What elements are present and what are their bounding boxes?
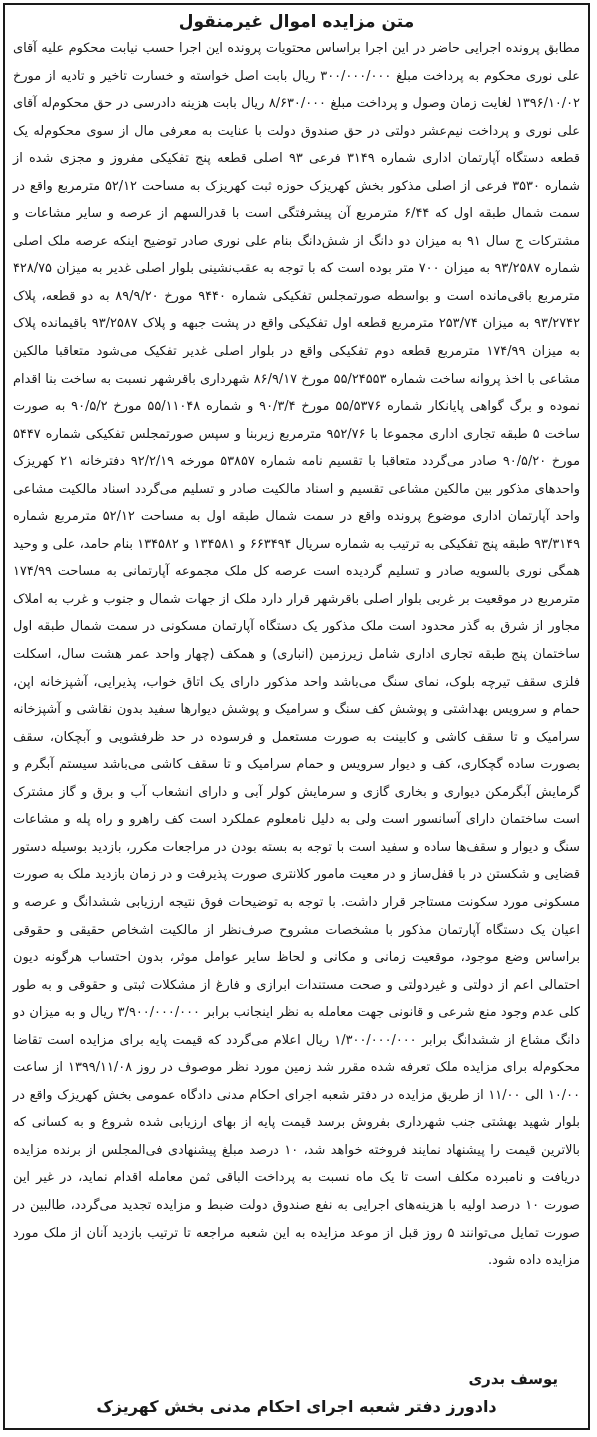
notice-title: متن مزایده اموال غیرمنقول: [178, 12, 415, 32]
signer-name: یوسف بدری: [468, 1370, 558, 1388]
auction-notice: [3, 3, 590, 1430]
signer-title: دادورز دفتر شعبه اجرای احکام مدنی بخش کهریزک: [96, 1397, 497, 1416]
notice-body: مطابق پرونده اجرایی حاضر در این اجرا براساس محتویات پرونده این اجرا حسب نیابت محکوم علیه آقای علی نوری محکوم به پرداخت مبلغ ۳۰۰/۰۰۰/۰۰۰ ریال بابت اصل خواسته و خسارت تاخیر و تادیه از مورخ ۱۳۹۶/۱۰/۰۲ لغایت زمان وصول و پرداخت مبلغ ۸/۶۳۰/۰۰۰ ریال بابت هزینه دادرسی در حق محکوم‌له آقای علی نوری و پرداخت نیم‌عشر دولتی در حق صندوق دولت با عنایت به معرفی مال از سوی محکوم‌له یک قطعه دستگاه آپارتمان اداری شماره ۳۱۴۹ فرعی ۹۳ اصلی قطعه پنج تفکیکی مفروز و مجزی شده از شماره ۳۵۳۰ فرعی از اصلی مذکور بخش کهریزک حوزه ثبت کهریزک به مساحت ۵۲/۱۲ مترمربع واقع در سمت شمال طبقه اول که ۶/۴۴ مترمربع آن پیشرفتگی است با قدرالسهم از عرصه و سایر مشاعات و مشترکات ج سال ۹۱ به میزان دو دانگ از شش‌دانگ بنام علی نوری صادر توضیح اینکه عرصه ملک اصلی شماره ۹۳/۲۵۸۷ به میزان ۷۰۰ متر بوده است که با توجه به عقب‌نشینی بلوار اصلی غدیر به میزان ۴۲۸/۷۵ مترمربع باقی‌مانده است و بواسطه صورتمجلس تفکیکی شماره ۹۴۴۰ مورخ ۸۹/۹/۲۰ به دو قطعه، پلاک ۹۳/۲۷۴۲ به میزان ۲۵۳/۷۴ مترمربع قطعه اول تفکیکی واقع در پشت جبهه و پلاک ۹۳/۲۵۸۷ باقیمانده پلاک به میزان ۱۷۴/۹۹ مترمربع قطعه دوم تفکیکی واقع در بلوار اصلی غدیر تفکیک می‌شود متعاقبا مالکین مشاعی با اخذ پروانه ساخت شماره ۵۵/۲۴۵۵۳ مورخ ۸۶/۹/۱۷ شهرداری باقرشهر نسبت به ساخت بنا اقدام نموده و برگ گواهی پایانکار شماره ۵۵/۵۳۷۶ مورخ ۹۰/۳/۴ و شماره ۵۵/۱۱۰۴۸ مورخ ۹۰/۵/۲ به صورت ساخت ۵ طبقه تجاری اداری مجموعا با ۹۵۲/۷۶ مترمربع زیربنا و سپس صورتمجلس تفکیکی شماره ۵۴۴۷ مورخ ۹۰/۵/۲۰ صادر می‌گردد متعاقبا با تقسیم نامه شماره ۵۳۸۵۷ مورخه ۹۲/۲/۱۹ دفترخانه ۲۱ کهریزک واحدهای مذکور بین مالکین مشاعی تقسیم و اسناد مالکیت صادر و تسلیم می‌گردد اسناد مالکیت مشاعی واحد آپارتمان اداری موضوع پرونده واقع در سمت شمال طبقه اول به مساحت ۵۲/۱۲ مترمربع شماره ۹۳/۳۱۴۹ طبقه پنج تفکیکی به ترتیب به شماره سریال ۶۶۳۴۹۴ و ۱۳۴۵۸۱ و ۱۳۴۵۸۲ بنام حامد، علی و وحید همگی نوری بالسویه صادر و تسلیم گردیده است عرصه کل ملک مجموعه آپارتمانی به مساحت ۱۷۴/۹۹ مترمربع در موقعیت بر غربی بلوار اصلی باقرشهر قرار دارد ملک از جهات شمال و جنوب و غرب به املاک مجاور از شرق به گذر محدود است ملک مذکور یک دستگاه آپارتمان مسکونی در سمت شمال طبقه اول ساختمان پنج طبقه تجاری اداری شامل زیرزمین (انباری) و همکف (چهار واحد عمر هشت سال، اسکلت فلزی سقف تیرچه بلوک، نمای سنگ می‌باشد واحد مذکور دارای یک اتاق خواب، پذیرایی، آشپزخانه اپن، حمام و سرویس بهداشتی و پوشش کف سنگ و سرامیک و پوشش دیوارها سفید بدون نقاشی و آشپزخانه سرامیک و تا سقف کاشی و کابینت به صورت مستعمل و فرسوده در حد ظرفشویی و آبچکان، سقف بصورت ساده گچکاری، کف و دیوار سرویس و حمام سرامیک و تا سقف کاشی می‌باشد سیستم آبگرم و گرمایش آبگرمکن دیواری و بخاری گازی و سرمایش کولر آبی و دارای انشعاب آب و برق و گاز مشترک است ساختمان دارای آسانسور است ولی به دلیل نامعلوم عملکرد است کف راهرو و راه پله و مشاعات سنگ و دیوار و سقف‌ها ساده و سفید است با توجه به بسته بودن در مراجعات مکرر، بازدید بوسیله دستور قضایی و شکستن در با قفل‌ساز و در معیت مامور کلانتری صورت پذیرفت و در زمان بازدید ملک به صورت مسکونی مورد سکونت مستاجر قرار داشت. با توجه به توضیحات فوق نتیجه ارزیابی ششدانگ و عرصه و اعیان یک دستگاه آپارتمان مذکور با مشخصات مشروح صرف‌نظر از مالکیت اشخاص حقیقی و حقوقی براساس وضع موجود، موقعیت زمانی و مکانی و لحاظ سایر عوامل موثر، بدون احتساب هرگونه دیون احتمالی اعم از دولتی و غیردولتی و صحت مستندات ابرازی و فارغ از مشکلات ثبتی و حقوقی و به طور کلی عدم وجود منع شرعی و قانونی جهت معامله به نظر اینجانب برابر ۳/۹۰۰/۰۰۰/۰۰۰ ریال و به میزان دو دانگ مشاع از ششدانگ برابر ۱/۳۰۰/۰۰۰/۰۰۰ ریال اعلام می‌گردد که قیمت پایه برای مزایده است تقاضا محکوم‌له برای مزایده ملک تعرفه شده مقرر شد زمین مورد نظر موصوف در روز ۱۳۹۹/۱۱/۰۸ از ساعت ۱۰/۰۰ الی ۱۱/۰۰ از طریق مزایده در دفتر شعبه اجرای احکام مدنی دادگاه عمومی بخش کهریزک واقع در بلوار شهید بهشتی جنب شهرداری بفروش برسد قیمت پایه از بهای ارزیابی شده شروع و به کسانی که بالاترین قیمت را پیشنهاد نمایند فروخته خواهد شد، ۱۰ درصد مبلغ پیشنهادی فی‌المجلس از برنده مزایده دریافت و نامبرده مکلف است تا یک ماه نسبت به پرداخت الباقی ثمن معامله اقدام نماید، در غیر این صورت ۱۰ درصد اولیه با هزینه‌های اجرایی به نفع صندوق دولت ضبط و مزایده تجدید می‌گردد، طالبین در صورت تمایل می‌توانند ۵ روز قبل از موعد مزایده به این شعبه مراجعه تا ترتیب بازدید آنان از ملک مورد مزایده داده شود.: [13, 41, 581, 1269]
